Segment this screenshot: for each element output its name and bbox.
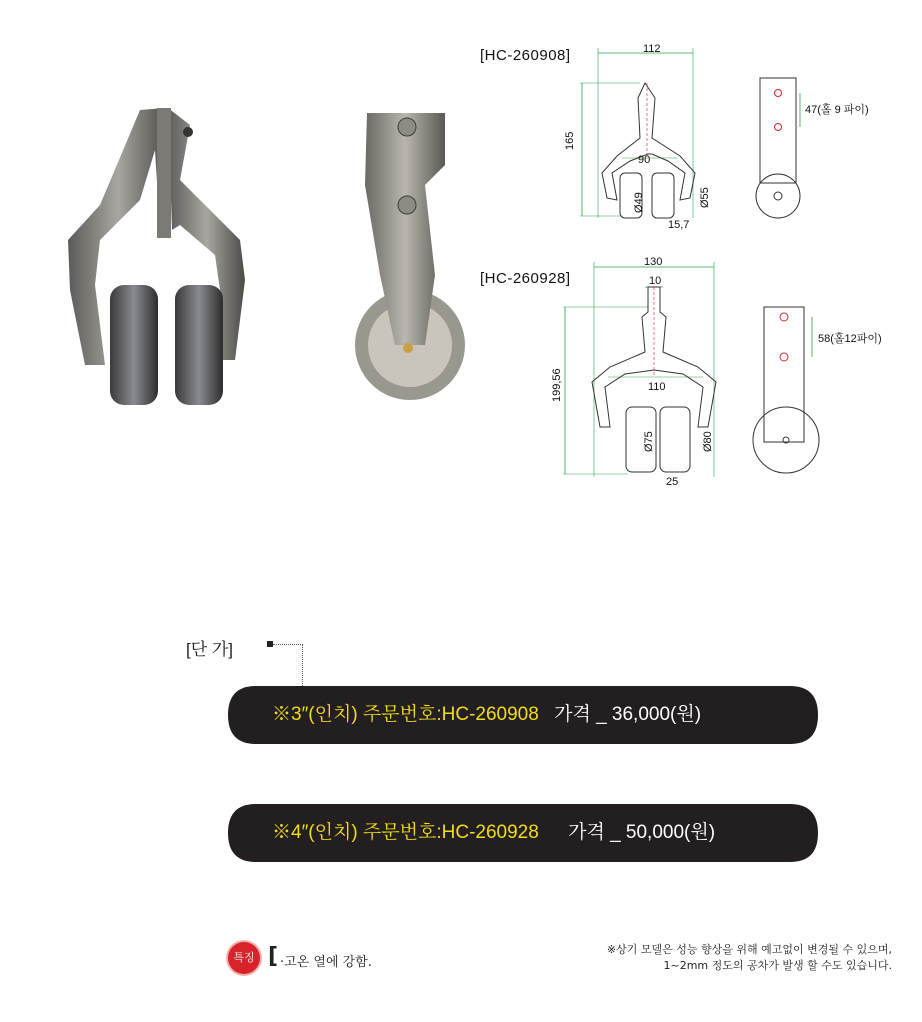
model-1-drawing bbox=[560, 38, 900, 238]
notice bbox=[532, 942, 892, 974]
price-row-1-price: 가격 _ 36,000(원) bbox=[554, 704, 702, 725]
model-2-drawing bbox=[548, 252, 898, 492]
model-2-dim-gap: 25 bbox=[666, 476, 679, 488]
model-2-dim-wheel-b: Ø80 bbox=[702, 431, 714, 452]
notice-line-1: ※상기 모델은 성능 향상을 위해 예고없이 변경될 수 있으며, bbox=[606, 943, 892, 956]
model-2-dim-top: 10 bbox=[649, 275, 662, 287]
model-2-dim-inner: 110 bbox=[648, 381, 666, 393]
model-1-dim-wheel-b: Ø55 bbox=[699, 187, 711, 208]
price-row-2-price: 가격 _ 50,000(원) bbox=[568, 822, 716, 843]
price-row-2 bbox=[228, 804, 818, 862]
model-2-code-label: [HC-260928] bbox=[480, 270, 571, 287]
feature-badge-text: 특징 bbox=[233, 951, 255, 964]
feature-badge bbox=[228, 942, 260, 974]
feature-text: ·고온 열에 강함. bbox=[280, 955, 372, 970]
price-section-title-text: [단 가] bbox=[186, 640, 234, 659]
connector-vertical bbox=[302, 644, 303, 686]
model-1-dim-hole: 47(홀 9 파이) bbox=[805, 104, 869, 116]
product-photo-front bbox=[40, 90, 300, 420]
product-photo-side bbox=[345, 105, 475, 410]
price-section-title bbox=[186, 635, 233, 660]
model-2-dim-height: 199,56 bbox=[551, 368, 563, 402]
model-2-dim-wheel-a: Ø75 bbox=[643, 431, 655, 452]
model-2-dim-hole: 58(홀12파이) bbox=[818, 333, 882, 345]
model-2-dim-width: 130 bbox=[644, 256, 663, 268]
model-1-dim-wheel-a: Ø49 bbox=[633, 192, 645, 213]
notice-line-2: 1~2mm 정도의 공차가 발생 할 수도 있습니다. bbox=[663, 959, 892, 972]
feature-bracket: [ bbox=[268, 944, 279, 969]
price-row-1-order: ※3″(인치) 주문번호:HC-260908 bbox=[272, 704, 539, 725]
price-row-1 bbox=[228, 686, 818, 744]
connector-line bbox=[273, 644, 303, 645]
model-1-dim-height: 165 bbox=[564, 131, 576, 150]
model-1-dim-inner: 90 bbox=[638, 154, 651, 166]
model-1-dim-gap: 15,7 bbox=[668, 219, 690, 231]
model-1-dim-width: 112 bbox=[643, 43, 661, 55]
price-row-2-order: ※4″(인치) 주문번호:HC-260928 bbox=[272, 822, 539, 843]
model-1-code-label: [HC-260908] bbox=[480, 47, 571, 64]
